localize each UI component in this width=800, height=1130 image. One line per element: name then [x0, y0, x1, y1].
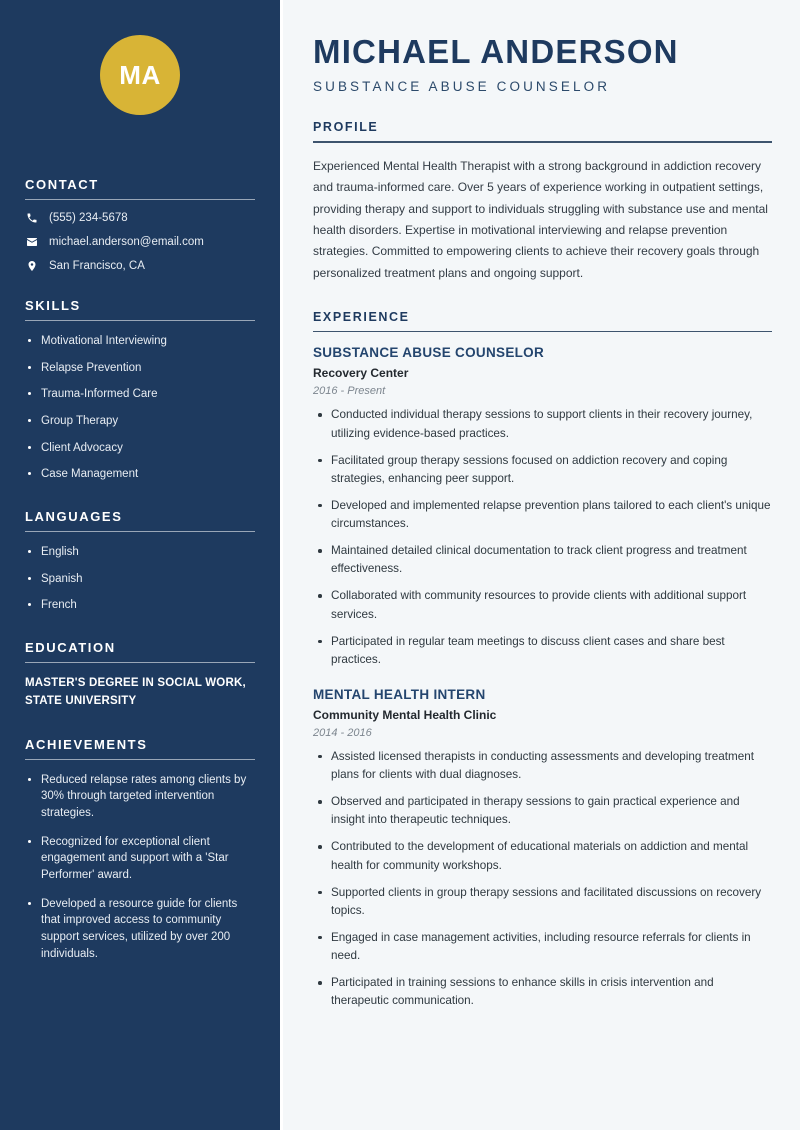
list-item: Supported clients in group therapy sessions and facilitated discussions on recovery topics.	[313, 884, 772, 920]
main-content	[280, 0, 800, 1130]
contact-phone-value: (555) 234-5678	[49, 212, 128, 224]
experience-entry	[313, 687, 772, 1011]
skills-list	[25, 333, 255, 483]
avatar-container	[25, 0, 255, 125]
list-item: Recognized for exceptional client engagement and support with a 'Star Performer' award.	[25, 834, 255, 884]
list-item: Participated in training sessions to enhance skills in crisis intervention and therapeutic communication.	[313, 974, 772, 1010]
languages-list	[25, 544, 255, 614]
contact-divider	[25, 199, 255, 200]
profile-divider	[313, 141, 772, 143]
experience-heading: EXPERIENCE	[313, 309, 410, 324]
education-divider	[25, 662, 255, 663]
list-item: Client Advocacy	[25, 440, 255, 457]
list-item: Contributed to the development of educational materials on addiction and mental health for community workshops.	[313, 838, 772, 874]
skills-section	[25, 298, 255, 483]
job-company: Recovery Center	[313, 366, 409, 381]
education-entry: MASTER'S DEGREE IN SOCIAL WORK, STATE UNIVERSITY	[25, 677, 246, 707]
contact-email-value: michael.anderson@email.com	[49, 236, 204, 248]
list-item: Conducted individual therapy sessions to support clients in their recovery journey, utilizing evidence-based practices.	[313, 406, 772, 442]
profile-section	[313, 120, 772, 284]
achievements-section	[25, 737, 255, 963]
education-heading: EDUCATION	[25, 640, 116, 656]
list-item: English	[25, 544, 255, 561]
contact-heading: CONTACT	[25, 177, 99, 192]
list-item: Facilitated group therapy sessions focused on addiction recovery and coping strategies, enhancing peer support.	[313, 452, 772, 488]
contact-item-location[interactable]	[25, 260, 255, 272]
list-item: Motivational Interviewing	[25, 333, 255, 350]
experience-entry	[313, 345, 772, 669]
contact-item-email[interactable]	[25, 236, 255, 248]
list-item: French	[25, 597, 255, 614]
experience-divider	[313, 331, 772, 333]
list-item: Participated in regular team meetings to discuss client cases and share best practices.	[313, 633, 772, 669]
contact-item-phone[interactable]	[25, 212, 255, 224]
list-item: Relapse Prevention	[25, 360, 255, 377]
contact-location-value: San Francisco, CA	[49, 260, 145, 272]
sidebar	[0, 0, 280, 1130]
list-item: Reduced relapse rates among clients by 30% through targeted intervention strategies.	[25, 772, 255, 822]
list-item: Developed and implemented relapse prevention plans tailored to each client's unique circumstances.	[313, 497, 772, 533]
contact-section	[25, 177, 255, 272]
job-subtitle: SUBSTANCE ABUSE COUNSELOR	[313, 79, 611, 95]
list-item: Observed and participated in therapy sessions to gain practical experience and insight into therapeutic techniques.	[313, 793, 772, 829]
achievements-heading: ACHIEVEMENTS	[25, 736, 148, 752]
page-title: MICHAEL ANDERSON	[313, 33, 679, 70]
avatar: MA	[100, 35, 180, 115]
map-pin-icon	[25, 260, 39, 272]
languages-divider	[25, 531, 255, 532]
achievements-divider	[25, 759, 255, 760]
job-bullet-list	[313, 748, 772, 1011]
job-title: SUBSTANCE ABUSE COUNSELOR	[313, 345, 545, 361]
list-item: Spanish	[25, 571, 255, 588]
profile-heading: PROFILE	[313, 120, 379, 135]
list-item: Group Therapy	[25, 413, 255, 430]
list-item: Case Management	[25, 466, 255, 483]
experience-section	[313, 310, 772, 1011]
envelope-icon	[25, 236, 39, 248]
job-company: Community Mental Health Clinic	[313, 707, 497, 722]
list-item: Collaborated with community resources to provide clients with additional support services.	[313, 587, 772, 623]
job-title: MENTAL HEALTH INTERN	[313, 686, 486, 702]
skills-divider	[25, 320, 255, 321]
list-item: Trauma-Informed Care	[25, 386, 255, 403]
education-section	[25, 640, 255, 711]
achievements-list	[25, 772, 255, 963]
skills-heading: SKILLS	[25, 298, 81, 313]
job-dates: 2016 - Present	[313, 385, 386, 398]
list-item: Maintained detailed clinical documentation to track client progress and treatment effectiveness.	[313, 542, 772, 578]
phone-icon	[25, 212, 39, 224]
languages-section	[25, 509, 255, 614]
profile-text: Experienced Mental Health Therapist with a strong background in addiction recovery and trauma-informed care. Over 5 years of experience working in outpatient settings, providing therapy and support to individuals struggling with substance use and mental health disorders. Expertise in motivational interviewing and relapse prevention strategies. Committed to empowering clients to achieve their recovery goals through personalized treatment plans and ongoing support.	[313, 158, 768, 280]
list-item: Assisted licensed therapists in conducting assessments and developing treatment plans for clients with dual diagnoses.	[313, 748, 772, 784]
languages-heading: LANGUAGES	[25, 509, 123, 525]
job-dates: 2014 - 2016	[313, 726, 372, 739]
job-bullet-list	[313, 406, 772, 669]
list-item: Engaged in case management activities, including resource referrals for clients in need.	[313, 929, 772, 965]
list-item: Developed a resource guide for clients that improved access to community support services, utilized by over 200 individuals.	[25, 896, 255, 963]
